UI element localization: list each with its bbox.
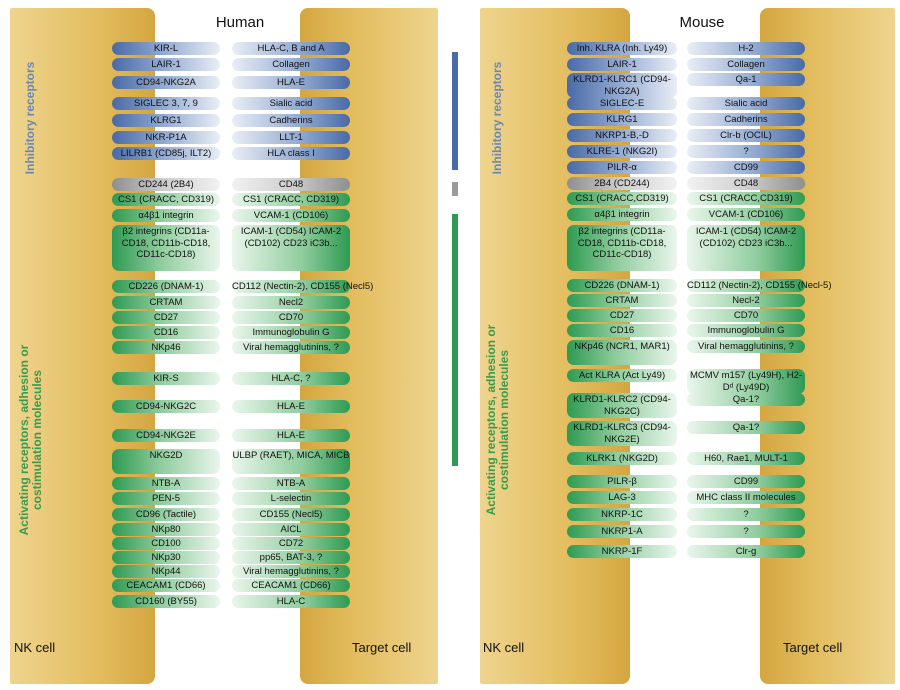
target-cell-label: Target cell	[783, 640, 843, 655]
nk-receptor: PILR-β	[567, 475, 677, 488]
target-ligand: CD155 (Necl5)	[232, 508, 350, 521]
mouse-panel	[455, 0, 900, 690]
target-ligand: MCMV m157 (Ly49H), H2-Dᵈ (Ly49D)	[687, 369, 805, 394]
nk-receptor: LILRB1 (CD85j, ILT2)	[112, 147, 220, 160]
target-ligand: HLA class I	[232, 147, 350, 160]
target-ligand: CD70	[687, 309, 805, 322]
target-ligand: CS1 (CRACC, CD319)	[232, 193, 350, 206]
nk-receptor: β2 integrins (CD11a-CD18, CD11b-CD18, CD11c-CD18)	[112, 225, 220, 271]
target-ligand: Clr-b (OCIL)	[687, 129, 805, 142]
nk-receptor: NKp46 (NCR1, MAR1)	[567, 340, 677, 365]
target-ligand: HLA-C	[232, 595, 350, 608]
target-ligand: Sialic acid	[232, 97, 350, 110]
target-ligand: Viral hemagglutinins, ?	[232, 565, 350, 578]
target-ligand: Necl-2	[687, 294, 805, 307]
target-ligand: Immunoglobulin G	[232, 326, 350, 339]
nk-receptor: LAIR-1	[112, 58, 220, 71]
nk-receptor: NKG2D	[112, 449, 220, 474]
target-ligand: ?	[687, 508, 805, 521]
nk-receptor: CS1 (CRACC, CD319)	[112, 193, 220, 206]
target-ligand: VCAM-1 (CD106)	[232, 209, 350, 222]
target-ligand: LLT-1	[232, 131, 350, 144]
target-ligand: CD99	[687, 161, 805, 174]
nk-receptor: α4β1 integrin	[567, 208, 677, 221]
nk-receptor: CD94-NKG2E	[112, 429, 220, 442]
panel-title: Mouse	[679, 14, 725, 31]
nk-receptor: PILR-α	[567, 161, 677, 174]
activating-label: Activating receptors, adhesion or costimulation molecules	[484, 324, 511, 516]
nk-receptor: NKR-P1A	[112, 131, 220, 144]
target-ligand: Collagen	[232, 58, 350, 71]
target-ligand: HLA-C, ?	[232, 372, 350, 385]
target-ligand: CD112 (Nectin-2), CD155 (Necl5)	[232, 281, 374, 292]
target-ligand: Necl2	[232, 296, 350, 309]
target-ligand: Qa-1?	[687, 393, 805, 406]
nk-receptor: CD27	[567, 309, 677, 322]
target-ligand: CD48	[687, 177, 805, 190]
inhibitory-label: Inhibitory receptors	[23, 61, 37, 175]
nk-receptor: SIGLEC-E	[567, 97, 677, 110]
target-ligand: Sialic acid	[687, 97, 805, 110]
target-ligand: CS1 (CRACC,CD319)	[687, 192, 805, 205]
nk-receptor: NKRP1-A	[567, 525, 677, 538]
nk-receptor: 2B4 (CD244)	[567, 177, 677, 190]
target-ligand: H60, Rae1, MULT-1	[687, 452, 805, 465]
nk-cell-label: NK cell	[14, 640, 56, 655]
nk-receptor: CD226 (DNAM-1)	[112, 280, 220, 293]
nk-receptor: CRTAM	[567, 294, 677, 307]
target-ligand: HLA-C, B and A	[232, 42, 350, 55]
nk-receptor: SIGLEC 3, 7, 9	[112, 97, 220, 110]
nk-receptor: CD226 (DNAM-1)	[567, 279, 677, 292]
target-ligand: ?	[687, 525, 805, 538]
target-ligand: CD70	[232, 311, 350, 324]
target-ligand: pp65, BAT-3, ?	[232, 551, 350, 564]
human-panel	[0, 0, 445, 690]
target-ligand: H-2	[687, 42, 805, 55]
target-ligand: Clr-g	[687, 545, 805, 558]
nk-receptor: NKRP1-B,-D	[567, 129, 677, 142]
nk-receptor: CD100	[112, 537, 220, 550]
nk-receptor: CEACAM1 (CD66)	[112, 579, 220, 592]
nk-receptor: Inh. KLRA (Inh. Ly49)	[567, 42, 677, 55]
nk-receptor: NKp46	[112, 341, 220, 354]
target-ligand: MHC class II molecules	[687, 491, 805, 504]
target-ligand: L-selectin	[232, 492, 350, 505]
nk-receptor: α4β1 integrin	[112, 209, 220, 222]
target-ligand: HLA-E	[232, 429, 350, 442]
target-ligand: CD112 (Nectin-2), CD155 (Necl-5)	[687, 280, 832, 291]
nk-receptor: KIR-S	[112, 372, 220, 385]
nk-receptor: CD27	[112, 311, 220, 324]
target-ligand: ICAM-1 (CD54) ICAM-2 (CD102) CD23 iC3b...	[687, 225, 805, 271]
nk-receptor: KLRD1-KLRC2 (CD94-NKG2C)	[567, 393, 677, 418]
nk-receptor: CD244 (2B4)	[112, 178, 220, 191]
target-ligand: ICAM-1 (CD54) ICAM-2 (CD102) CD23 iC3b...	[232, 225, 350, 271]
nk-receptor: CD96 (Tactile)	[112, 508, 220, 521]
nk-receptor: NKp30	[112, 551, 220, 564]
nk-receptor: LAG-3	[567, 491, 677, 504]
target-ligand: CEACAM1 (CD66)	[232, 579, 350, 592]
target-ligand: AICL	[232, 523, 350, 536]
nk-receptor: KLRD1-KLRC1 (CD94-NKG2A)	[567, 73, 677, 98]
nk-receptor: KLRK1 (NKG2D)	[567, 452, 677, 465]
target-ligand: ULBP (RAET), MICA, MICB	[232, 449, 350, 474]
nk-receptor: KLRG1	[112, 114, 220, 127]
nk-receptor: Act KLRA (Act Ly49)	[567, 369, 677, 382]
nk-receptor: CRTAM	[112, 296, 220, 309]
nk-receptor: LAIR-1	[567, 58, 677, 71]
target-ligand: NTB-A	[232, 477, 350, 490]
nk-receptor: KLRD1-KLRC3 (CD94-NKG2E)	[567, 421, 677, 446]
panel-title: Human	[215, 14, 265, 31]
target-ligand: CD72	[232, 537, 350, 550]
nk-receptor: KLRE-1 (NKG2I)	[567, 145, 677, 158]
target-cell-label: Target cell	[352, 640, 412, 655]
nk-receptor: CD16	[567, 324, 677, 337]
inhibitory-label: Inhibitory receptors	[490, 61, 504, 175]
nk-receptor: NKp80	[112, 523, 220, 536]
nk-receptor: NTB-A	[112, 477, 220, 490]
target-ligand: Viral hemagglutinins, ?	[232, 341, 350, 354]
target-ligand: Cadherins	[232, 114, 350, 127]
nk-receptor: β2 integrins (CD11a-CD18, CD11b-CD18, CD11c-CD18)	[567, 225, 677, 271]
target-ligand: Qa-1?	[687, 421, 805, 434]
target-ligand: Collagen	[687, 58, 805, 71]
nk-cell-label: NK cell	[483, 640, 525, 655]
target-ligand: ?	[687, 145, 805, 158]
nk-receptor: PEN-5	[112, 492, 220, 505]
nk-receptor: CD94-NKG2C	[112, 400, 220, 413]
nk-receptor: NKRP-1C	[567, 508, 677, 521]
target-ligand: CD99	[687, 475, 805, 488]
target-ligand: Immunoglobulin G	[687, 324, 805, 337]
nk-receptor: NKRP-1F	[567, 545, 677, 558]
nk-receptor: KLRG1	[567, 113, 677, 126]
target-ligand: VCAM-1 (CD106)	[687, 208, 805, 221]
nk-receptor: CD160 (BY55)	[112, 595, 220, 608]
target-ligand: HLA-E	[232, 76, 350, 89]
target-ligand: HLA-E	[232, 400, 350, 413]
target-ligand: Qa-1	[687, 73, 805, 86]
nk-receptor: CS1 (CRACC,CD319)	[567, 192, 677, 205]
nk-receptor: NKp44	[112, 565, 220, 578]
nk-receptor: CD94-NKG2A	[112, 76, 220, 89]
activating-label: Activating receptors, adhesion or costimulation molecules	[17, 344, 44, 536]
nk-receptor: KIR-L	[112, 42, 220, 55]
target-ligand: Viral hemagglutinins, ?	[687, 340, 805, 353]
target-ligand: Cadherins	[687, 113, 805, 126]
nk-receptor: CD16	[112, 326, 220, 339]
target-ligand: CD48	[232, 178, 350, 191]
